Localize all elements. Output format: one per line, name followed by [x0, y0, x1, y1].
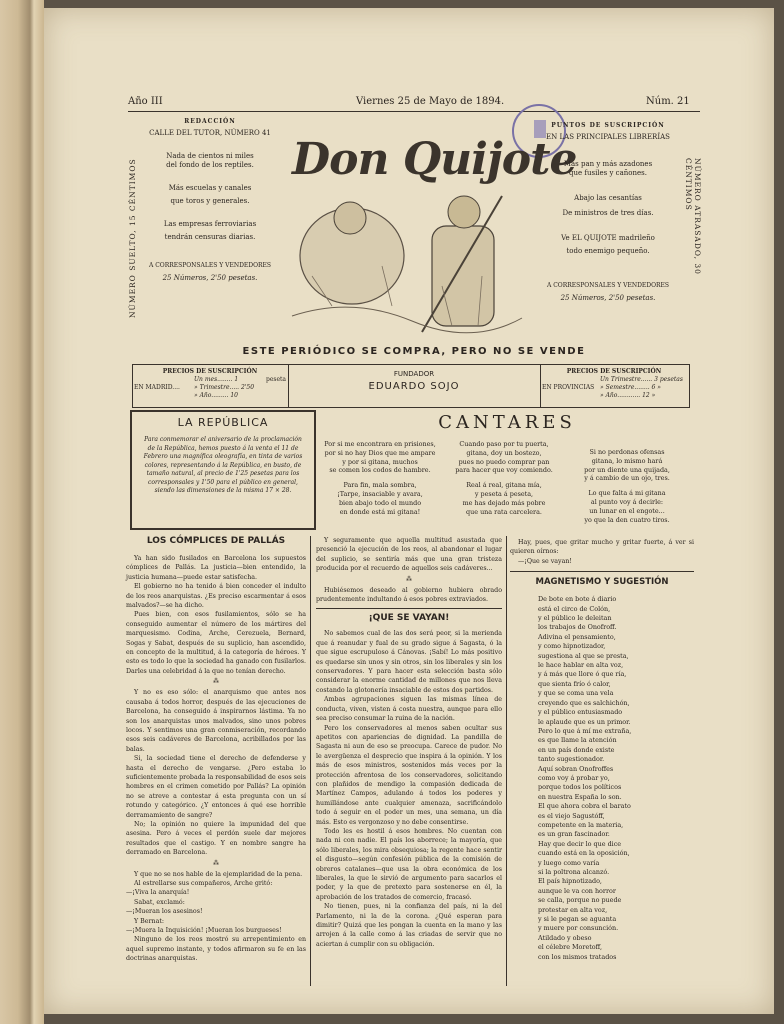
col1-paragraph-13: —¡Muera la Inquisición! ¡Mueran los burgueses! — [126, 927, 282, 935]
poem-line: Pero lo que á mí me extraña, — [538, 726, 632, 735]
stanza-3-line-2: gitana, lo mismo hará — [591, 456, 663, 465]
suscripcion-heading: PUNTOS DE SUSCRIPCIÓN — [551, 122, 665, 129]
stanza-1-line-3: y por si gitana, muchos — [342, 457, 418, 466]
col2-rule — [316, 608, 502, 609]
stanza-2-line-1: Cuando paso por tu puerta, — [459, 440, 549, 448]
stanza-2-line-2: gitana, doy un bostezo, — [466, 448, 542, 457]
suscripcion-verse-6: todo enemigo pequeño. — [566, 247, 650, 255]
quijote-figure — [432, 226, 494, 326]
poem-line: y si le pegan se aguanta — [538, 915, 617, 924]
info-row-divider-1 — [288, 364, 289, 408]
col2-paragraph-5: No tienen, pues, ni la confianza del país, ni la del Parlamento, ni la de la corona. ¿Qué esperan para dimitir? Quizá que les pongan la cuenta en la mano y las arrojen á la calle como á las criadas de servir que no aciertan á cumplir con su obligación. — [316, 903, 502, 948]
precios-provincias-heading: PRECIOS DE SUSCRIPCIÓN — [566, 368, 662, 375]
price-single-vertical: NÚMERO SUELTO, 15 CÉNTIMOS — [128, 158, 137, 318]
slogan: ESTE PERIÓDICO SE COMPRA, PERO NO SE VENDE — [242, 346, 586, 357]
poem-line: Adivina el pensamiento, — [538, 632, 616, 641]
column-2 — [316, 536, 502, 949]
poem-line: Aquí sobran Onofroffes — [538, 764, 614, 773]
stanza-2-line-3: pues no puedo comprar pan — [458, 457, 550, 466]
don-quijote-illustration — [282, 186, 532, 334]
poem-line: y el público entusiasmado — [538, 708, 623, 717]
redaccion-address: CALLE DEL TUTOR, NÚMERO 41 — [149, 129, 271, 137]
precios-madrid — [134, 368, 287, 399]
asterism-2: ⁂ — [213, 859, 219, 867]
poem-line: con los mismos tratados — [538, 952, 617, 961]
column-rule-1 — [310, 536, 311, 986]
col2-paragraph-3: Pero los conservadores al menos saben ocultar sus apetitos con apariencias de dignidad. La pandilla de Sagasta ni aun de eso se preocupa. Carece de pudor. No le avergüenza el desprecio que inspira á la opinión. Y los más de esos ministros, sostenidos más veces por la protección afrentosa de los conservadores, solicitando con plañidos de mendigo la compasión dedicada de Martínez Campos, adulando á todos los poderes y humillándose ante cualquier amenaza, sacrificándolo todo á seguir en el poder un mes, una semana, un día más. Esto es vergonzoso y no debe consentirse. — [316, 724, 502, 826]
newspaper-title: Don Quijote — [292, 134, 577, 185]
col1-paragraph-4: Y no es eso sólo: el anarquismo que antes nos causaba á todos horror, después de las ejecuciones de Barcelona, ha conseguido á inspirarnos lástima. Ya no son los anarquistas unos malvados, sino unos pobres locos. Y sentimos una gran conmiseración, recordando esos seis cadáveres de Barcelona, acribillados por las balas. — [126, 689, 306, 753]
poem-line: le hace hablar en alta voz, — [538, 661, 624, 670]
precios-madrid-label: EN MADRID.... — [134, 384, 180, 391]
year: Año III — [128, 96, 163, 107]
col3-intro: Hay, pues, que gritar mucho y gritar fuerte, á ver si quieren oírnos: — [510, 539, 694, 556]
poem-line: aunque le va con horror — [538, 886, 616, 895]
stanza-3-line-6: al punto voy á decirle: — [590, 497, 664, 506]
col1-paragraph-10: Sabat, exclamó: — [134, 898, 185, 906]
poem-line: en un país donde existe — [538, 745, 615, 754]
precios-madrid-row-2: » Trimestre..... 2'50 — [194, 384, 255, 391]
sancho-head — [334, 202, 366, 234]
stanza-2-line-5: Real á real, gitana mía, — [466, 481, 542, 490]
poem-line: porque todos los políticos — [538, 783, 622, 792]
redaccion-verse-3: Más escuelas y canales — [168, 184, 252, 192]
poem-line: sugestiona al que se presta, — [538, 651, 629, 660]
suscripcion-correspondents: A CORRESPONSALES Y VENDEDORES — [546, 282, 670, 289]
top-rule — [128, 111, 700, 112]
poem-line: el célebre Moretoff, — [538, 943, 602, 952]
stanza-3-line-1: Si no perdonas ofensas — [589, 448, 665, 456]
price-back-issue-vertical: NÚMERO ATRASADO, 30 CÉNTIMOS — [684, 158, 702, 275]
poem-line: y el público le deleitan — [538, 614, 612, 623]
republica-heading: LA REPÚBLICA — [177, 416, 269, 429]
republica-text: Para conmemorar el aniversario de la proclamación de la República, hemos puesto á la venta el 11 de Febrero una magnífica oleografía, en tinta de varios colores, representando á la República, en busto, de tamaño natural, al precio de 1'25 pesetas para los corresponsales y 1'50 para el público en general, siendo las dimensiones de la misma 17 × 28. — [143, 436, 303, 494]
poem-line: en nuestra España lo son. — [538, 792, 622, 801]
col2-paragraph-2: Ambas agrupaciones siguen las mismas línea de conducta, viven, visten á costa nuestra, aunque para ello sea preciso consumar la ruina de la nación. — [316, 696, 502, 723]
poem-line: es un gran fascinador. — [538, 830, 610, 839]
redaccion-verse-5: Las empresas ferroviarias — [163, 220, 257, 228]
col1-paragraph-8: Al estrellarse sus compañeros, Arche gritó: — [134, 880, 273, 887]
stanza-3-line-7: un lunar en el engote... — [589, 506, 665, 515]
cantares-stanza-1 — [320, 440, 440, 516]
stanza-1-line-8: en donde está mi gitana! — [339, 507, 421, 516]
cantares-heading: CANTARES — [438, 412, 576, 433]
redaccion-heading: REDACCIÓN — [184, 118, 236, 125]
quijote-head — [448, 196, 480, 228]
poem-line: tanto sugestionador. — [538, 755, 605, 764]
poem-line: como voy á probar yo, — [538, 773, 610, 782]
suscripcion-verse-3: Abajo las cesantías — [574, 194, 642, 202]
cantares-stanza-2 — [444, 440, 564, 516]
book-binding — [0, 0, 44, 1024]
poem-line: se calla, porque no puede — [538, 896, 622, 905]
column-1 — [126, 536, 306, 964]
col1-heading: LOS CÓMPLICES DE PALLÁS — [146, 536, 286, 546]
column-rule-2 — [506, 536, 507, 986]
poem-line: El país hipnotizado, — [538, 877, 602, 886]
stanza-1-line-1: Por si me encontrara en prisiones, — [324, 440, 436, 448]
redaccion-correspondents: A CORRESPONSALES Y VENDEDORES — [148, 262, 272, 269]
poem-line: De bote en bote á diario — [538, 595, 617, 604]
col2-heading: ¡QUE SE VAYAN! — [368, 613, 450, 624]
suscripcion-sub: EN LAS PRINCIPALES LIBRERÍAS — [546, 133, 670, 141]
col1-paragraph-6: No; la opinión no quiere la impunidad del que asesina. Pero á veces el perdón suele dar mejores resultados que el castigo. Y en nombre sangre ha derramado en Barcelona. — [126, 820, 306, 857]
poem-line: creyendo que es salchichón, — [538, 698, 630, 707]
suscripcion-verse-5: Ve EL QUIJOTE madrileño — [561, 234, 655, 242]
poem-line: y luego como varía — [538, 858, 600, 867]
fundador-block — [290, 370, 538, 392]
info-row-divider-2 — [540, 364, 541, 408]
precios-provincias — [542, 368, 686, 399]
col1-paragraph-14: Ninguno de los reos mostró su arrepentimiento en aquel supremo instante, y todos afirmaron su fe en las doctrinas anarquistas. — [126, 936, 306, 963]
precios-madrid-heading: PRECIOS DE SUSCRIPCIÓN — [162, 368, 258, 375]
precios-provincias-row-2: » Semestre........ 6 » — [600, 384, 661, 391]
stanza-3-line-8: yo que la den cuatro tiros. — [584, 515, 670, 524]
precios-madrid-row-3: » Año......... 10 — [194, 392, 238, 399]
fundador-name: EDUARDO SOJO — [368, 381, 460, 392]
redaccion-verse-2: del fondo de los reptiles. — [166, 161, 254, 169]
redaccion-price: 25 Números, 2'50 pesetas. — [162, 274, 258, 282]
poem-line: Atildado y obeso — [538, 933, 592, 942]
stanza-3-line-5: Lo que falta á mi gitana — [588, 489, 666, 498]
stanza-1-line-5: Para fin, mala sombra, — [343, 481, 417, 490]
stanza-3-line-3: por un diente una quijada, — [584, 465, 670, 474]
poem-line: y como hipnotizador, — [538, 642, 606, 651]
redaccion-verse-6: tendrán censuras diarias. — [164, 233, 256, 241]
poem-line: y que se coma una vela — [538, 689, 614, 698]
asterism-3: ⁂ — [406, 575, 412, 583]
precios-madrid-row-1: Un mes........ 1 — [194, 376, 239, 383]
redaccion-verse-1: Nada de cientos ni miles — [166, 152, 254, 160]
col1-paragraph-12: Y Bernat: — [134, 917, 164, 925]
stanza-2-line-7: me has dejado más pobre — [462, 498, 546, 507]
suscripcion-verse-4: De ministros de tres días. — [562, 209, 654, 217]
col1-paragraph-11: —¡Mueran los asesinos! — [126, 908, 203, 916]
suscripcion-block — [538, 122, 678, 303]
poem-line: si la poltrona alcanzó. — [538, 868, 610, 876]
newspaper-page — [44, 8, 774, 1014]
precios-madrid-unit: peseta — [266, 376, 287, 383]
poem-line: y muere por consunción. — [538, 924, 619, 933]
col1-paragraph-5: Si, la sociedad tiene el derecho de defenderse y hasta el derecho de vengarse. ¿Pero estaba lo suficientemente probada la responsabilidad de esos seis hombres en el crimen cometido por Pallás? La opinión no se atreve a contestar á esta pregunta con un sí rotundo y categórico. ¿Y entonces á qué ese horrible derramamiento de sangre? — [126, 755, 306, 819]
poem-line: Hay que decir lo que dice — [538, 839, 622, 848]
col3-heading: MAGNETISMO Y SUGESTIÓN — [535, 577, 669, 588]
col2-paragraph-4: Todo les es hostil á esos hombres. No cuentan con nada ni con nadie. El país los aborrece; la mayoría, que sólo liberales, los mira obsequiosa; la regente hace sentir el disgusto—según confesión pública de la comisión de obreros catalanes—que usa la obra económica de los liberales, la que le sirvió de argumento para sacarlos el poder, y la que de pretexto para sostenerse en él, la aprobación de los tratados de comercio, fracasó. — [316, 827, 502, 901]
col2-paragraph-1: No sabemos cual de las dos será peor, si la merienda que á reanudar y fual de su grado sigue á Sagasta, ó la que sigue escrupuloso á Cánovas. ¡Sabí! Lo más positivo es quedarse sin unos y sin otros, sin los liberales y sin los conservadores. Y para hacer esta selección basta sólo considerar la enorme cantidad de millones que nos lleva costando la glotonería insaciable de estos dos partidos. — [316, 630, 502, 694]
issue-date: Viernes 25 de Mayo de 1894. — [356, 96, 505, 107]
cantares-stanza-3 — [568, 448, 686, 524]
stanza-3-line-4: y á cambio de un ojo, tres. — [584, 474, 670, 483]
magnetismo-poem — [510, 595, 694, 962]
poem-line: y á más que llore ó que ría, — [538, 670, 627, 679]
poem-line: competente en la materia, — [538, 820, 624, 829]
stanza-1-line-2: por si no hay Dios que me ampare — [324, 448, 436, 457]
column-3 — [510, 538, 694, 962]
stanza-2-line-4: para hacer que voy comiendo. — [455, 466, 553, 475]
stanza-1-line-6: ¡Tarpe, insaciable y avara, — [337, 489, 423, 498]
issue-number: Núm. 21 — [646, 96, 690, 107]
col1-paragraph-7: Y que no se nos hable de la ejemplaridad de la pena. — [134, 870, 303, 878]
col3-cry: —¡Que se vayan! — [518, 557, 572, 565]
suscripcion-price: 25 Números, 2'50 pesetas. — [560, 294, 656, 302]
asterism-1: ⁂ — [213, 678, 219, 686]
precios-provincias-row-3: » Año............ 12 » — [600, 392, 656, 399]
stanza-2-line-6: y peseta á peseta, — [474, 489, 534, 498]
col2-intro: Y seguramente que aquella multitud asustada que presenció la ejecución de los reos, al abandonar el lugar del suplicio, se sentiría más que una gran tristeza producida por el recuerdo de aquellos seis cadáveres... — [316, 537, 502, 573]
suscripcion-verse-2: que fusiles y cañones. — [569, 169, 647, 177]
precios-provincias-label: EN PROVINCIAS — [542, 384, 595, 391]
poem-line: es el viejo Sagustóff, — [538, 811, 605, 820]
col1-paragraph-3: Pues bien, con esos fusilamientos, sólo se ha conseguido aumentar el número de los mártires del marquesismo. Codina, Arche, Cerezuela, Bernard, Sogas y Sabat, después de su suplicio, han ascendido, en concepto de la multitud, á la categoría de héroes. Y esto es todo lo que la sociedad ha ganado con fusilarlos. Darles una celebridad á la que no tenían derecho. — [126, 611, 306, 675]
col1-paragraph-2: El gobierno no ha tenido á bien conceder el indulto de los reos anarquistas. ¿Es preciso escarmentar á esos malvados?—se ha dicho. — [126, 583, 306, 610]
poem-line: que sienta frío ó calor, — [538, 679, 611, 688]
col3-rule — [510, 571, 694, 572]
stanza-2-line-8: que una rata carcelera. — [466, 507, 542, 516]
redaccion-verse-4: que toros y generales. — [170, 197, 250, 205]
col1-paragraph-1: Ya han sido fusilados en Barcelona los supuestos cómplices de Pallás. La justicia—bien entendido, la justicia humana—puede estar satisfecha. — [126, 555, 306, 581]
poem-line: cuando está en la oposición, — [538, 849, 630, 858]
poem-line: es que llame la atención — [538, 736, 617, 745]
fundador-heading: FUNDADOR — [393, 370, 435, 378]
stanza-1-line-7: bien abajo todo el mundo — [338, 498, 422, 507]
stanza-1-line-4: se comen los codos de hambre. — [329, 466, 431, 475]
col2-intro-2: Hubiésemos deseado al gobierno hubiera obrado prudentemente indultando á esos pobres extraviados. — [316, 586, 502, 604]
suscripcion-verse-1: Más pan y más azadones — [563, 160, 653, 168]
redaccion-block — [140, 118, 280, 283]
poem-line: le aplaude que es un primor. — [538, 717, 631, 726]
col1-paragraph-9: —¡Viva la anarquía! — [126, 889, 190, 897]
poem-line: El que ahora cobra el barato — [538, 802, 631, 811]
poem-line: está el circo de Colón, — [538, 604, 611, 613]
poem-line: los trabajos de Onofroff. — [538, 623, 617, 632]
poem-line: protestar en alta voz, — [538, 905, 608, 914]
precios-provincias-row-1: Un Trimestre...... 3 pesetas — [600, 376, 683, 383]
